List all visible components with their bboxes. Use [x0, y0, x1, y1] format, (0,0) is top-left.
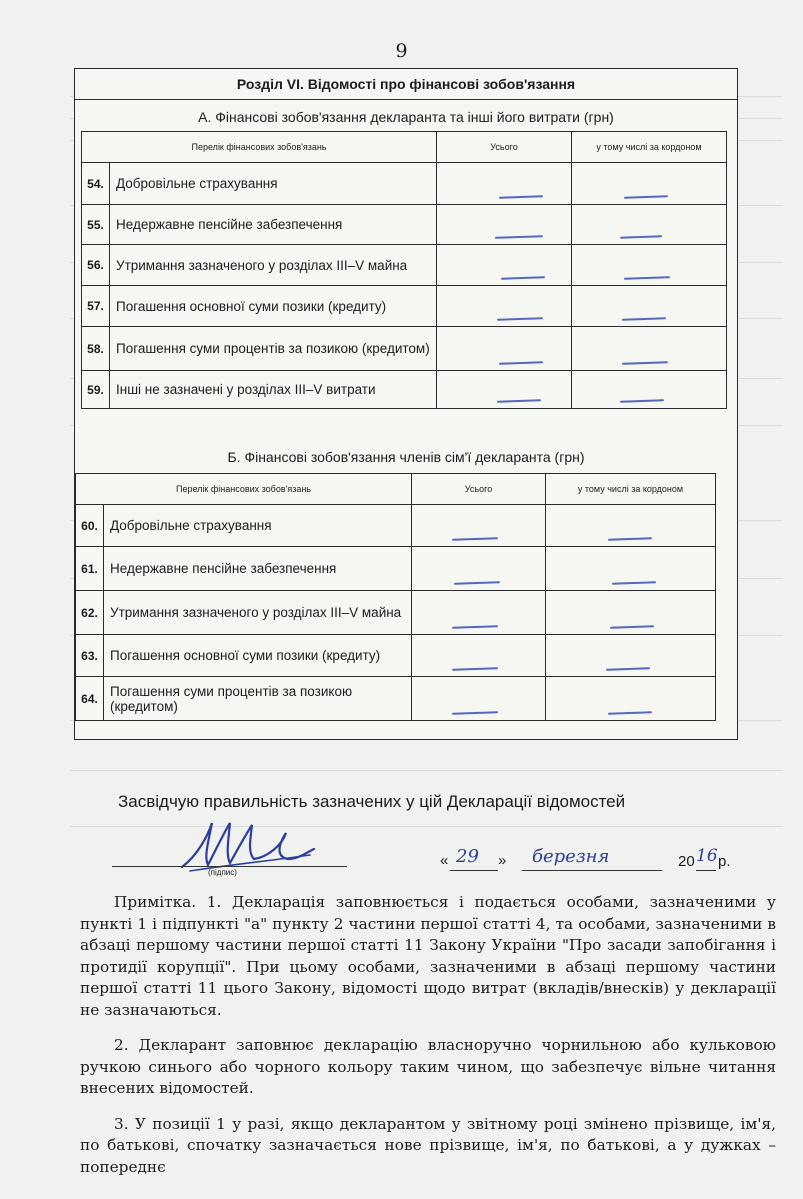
handwritten-dash: [624, 195, 668, 199]
abroad-value-cell: [546, 677, 716, 721]
abroad-value-cell: [546, 591, 716, 635]
row-label: Погашення суми процентів за позикою (кредитом): [104, 677, 412, 721]
signature-line: [112, 866, 347, 867]
column-header: Усього: [437, 132, 572, 163]
row-label: Недержавне пенсійне забезпечення: [104, 547, 412, 591]
year-prefix: 20: [678, 853, 695, 870]
handwritten-dash: [612, 581, 656, 585]
note-paragraph: 3. У позиції 1 у разі, якщо декларантом у звітному році змінено прізвище, ім'я, по батькові, спочатку зазначається нове прізвище, ім'я, по батькові, а у дужках – попереднє: [80, 1114, 776, 1176]
handwritten-dash: [452, 625, 498, 629]
table-row: [82, 286, 727, 327]
row-number: 60.: [76, 505, 104, 547]
part-a-table: [81, 131, 727, 409]
handwritten-dash: [501, 276, 545, 280]
row-label: Недержавне пенсійне забезпечення: [110, 205, 437, 245]
year-value: 16: [696, 846, 718, 866]
total-value-cell: [412, 677, 546, 721]
total-value-cell: [412, 547, 546, 591]
row-label: Добровільне страхування: [110, 163, 437, 205]
table-row: [82, 327, 727, 371]
row-label: Погашення суми процентів за позикою (кредитом): [110, 327, 437, 371]
note-paragraph: 2. Декларант заповнює декларацію власноручно чорнильною або кульковою ручкою синього або чорного кольору таким чином, що забезпечує вільне читання внесених відомостей.: [80, 1036, 776, 1097]
section-title: Розділ VI. Відомості про фінансові зобов'язання: [75, 69, 737, 100]
month-underline: [522, 870, 662, 871]
handwritten-dash: [497, 317, 543, 321]
part-b-title: Б. Фінансові зобов'язання членів сім'ї декларанта (грн): [227, 449, 585, 465]
section-vi-table: [74, 68, 738, 740]
handwritten-dash: [620, 235, 662, 238]
abroad-value-cell: [572, 327, 727, 371]
note-paragraph: Примітка. 1. Декларація заповнюється і подається особами, зазначеними у пункті 1 і підпункті "а" пункту 2 частини першої статті 4, та особами, зазначеними в абзаці першому частини першої статті 11 Закону України "Про засади запобігання і протидії корупції". При цьому особами, зазначеними в абзаці першому частини першої статті 11 цього Закону, відомості щодо витрат (вкладів/внесків) у декларації не зазначаються.: [80, 893, 776, 1019]
handwritten-dash: [608, 537, 652, 541]
handwritten-dash: [610, 625, 654, 629]
table-header-row: [76, 474, 716, 505]
column-header: Перелік фінансових зобов'язань: [76, 474, 412, 505]
row-label: Інші не зазначені у розділах III–V витрати: [110, 371, 437, 409]
row-number: 55.: [82, 205, 110, 245]
table-row: [76, 635, 716, 677]
table-row: [76, 505, 716, 547]
year-underline: [696, 870, 716, 871]
date-field: [430, 846, 730, 876]
table-row: [82, 371, 727, 409]
row-label: Добровільне страхування: [104, 505, 412, 547]
table-row: [76, 591, 716, 635]
total-value-cell: [437, 245, 572, 286]
abroad-value-cell: [546, 505, 716, 547]
abroad-value-cell: [572, 245, 727, 286]
table-row: [82, 205, 727, 245]
row-number: 62.: [76, 591, 104, 635]
handwritten-dash: [454, 581, 500, 585]
signature-caption: (підпис): [208, 868, 237, 877]
column-header: Перелік фінансових зобов'язань: [82, 132, 437, 163]
part-a-title: А. Фінансові зобов'язання декларанта та інші його витрати (грн): [198, 109, 614, 125]
row-number: 54.: [82, 163, 110, 205]
total-value-cell: [437, 286, 572, 327]
total-value-cell: [437, 163, 572, 205]
row-number: 59.: [82, 371, 110, 409]
handwritten-dash: [608, 711, 652, 715]
handwritten-dash: [620, 399, 664, 403]
table-row: [76, 547, 716, 591]
day-underline: [450, 870, 498, 871]
total-value-cell: [437, 327, 572, 371]
handwritten-dash: [452, 537, 498, 541]
row-label: Погашення основної суми позики (кредиту): [110, 286, 437, 327]
month-value: березня: [532, 846, 610, 867]
column-header: Усього: [412, 474, 546, 505]
handwritten-dash: [624, 276, 670, 280]
row-label: Утримання зазначеного у розділах III–V майна: [110, 245, 437, 286]
total-value-cell: [412, 505, 546, 547]
total-value-cell: [412, 591, 546, 635]
table-header-row: [82, 132, 727, 163]
part-b-table: [75, 473, 716, 721]
abroad-value-cell: [572, 371, 727, 409]
day-value: 29: [456, 846, 479, 867]
certification-statement: Засвідчую правильність зазначених у цій Декларації відомостей: [118, 792, 626, 811]
quote-close: »: [498, 852, 507, 869]
handwritten-dash: [497, 399, 541, 403]
row-number: 56.: [82, 245, 110, 286]
page-number: 9: [395, 40, 408, 62]
row-number: 61.: [76, 547, 104, 591]
handwritten-dash: [606, 667, 650, 671]
row-label: Утримання зазначеного у розділах III–V майна: [104, 591, 412, 635]
row-number: 63.: [76, 635, 104, 677]
row-label: Погашення основної суми позики (кредиту): [104, 635, 412, 677]
handwritten-dash: [622, 317, 666, 321]
abroad-value-cell: [572, 163, 727, 205]
total-value-cell: [437, 371, 572, 409]
quote-open: «: [440, 852, 449, 869]
abroad-value-cell: [546, 635, 716, 677]
abroad-value-cell: [572, 286, 727, 327]
handwritten-dash: [622, 361, 668, 365]
handwritten-dash: [452, 711, 498, 715]
table-row: [82, 245, 727, 286]
total-value-cell: [437, 205, 572, 245]
handwritten-dash: [499, 361, 543, 365]
row-number: 57.: [82, 286, 110, 327]
handwritten-dash: [495, 235, 543, 239]
row-number: 64.: [76, 677, 104, 721]
column-header: у тому числі за кордоном: [572, 132, 727, 163]
table-row: [76, 677, 716, 721]
table-row: [82, 163, 727, 205]
handwritten-dash: [452, 667, 498, 671]
notes-section: [80, 892, 776, 1192]
year-unit: р.: [718, 853, 731, 870]
column-header: у тому числі за кордоном: [546, 474, 716, 505]
abroad-value-cell: [572, 205, 727, 245]
total-value-cell: [412, 635, 546, 677]
row-number: 58.: [82, 327, 110, 371]
handwritten-dash: [499, 195, 543, 199]
abroad-value-cell: [546, 547, 716, 591]
